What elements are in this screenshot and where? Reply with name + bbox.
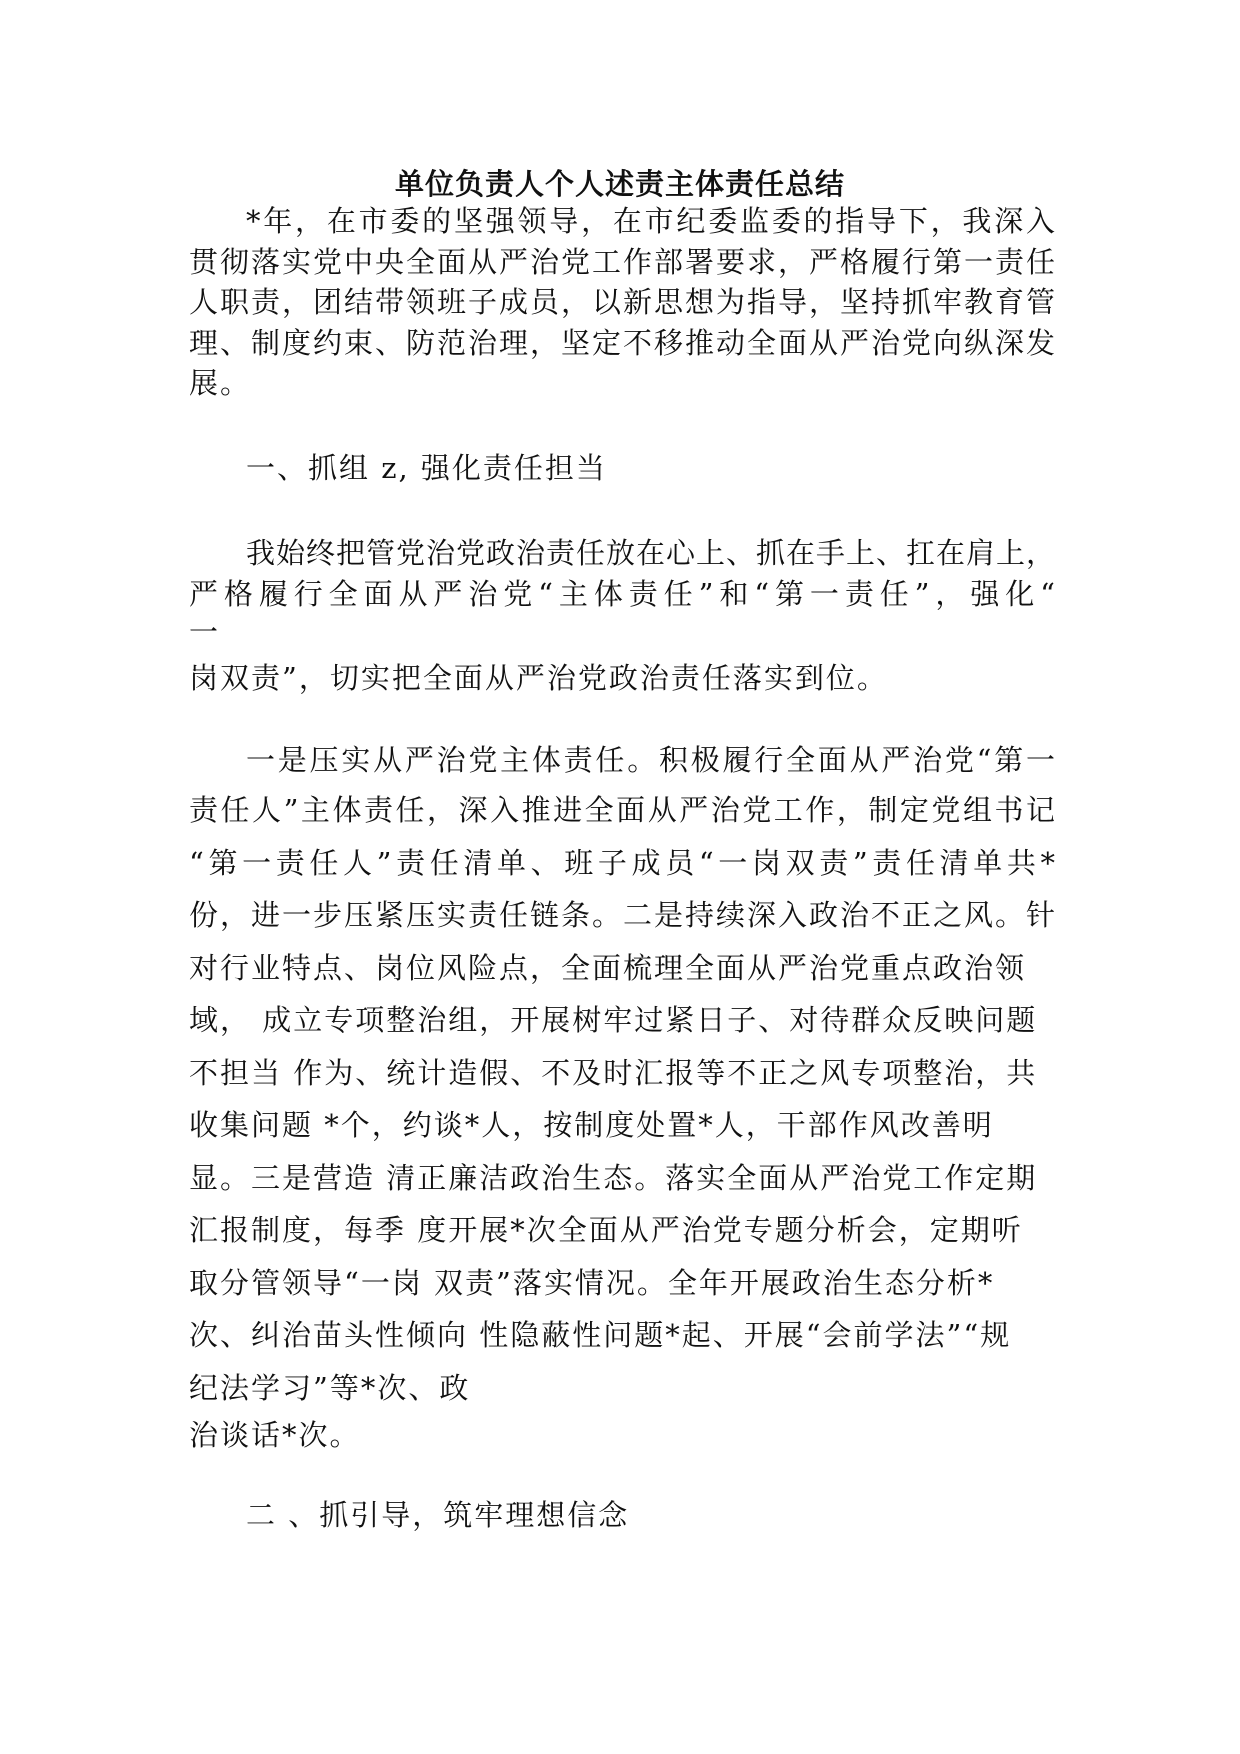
section-heading: 二 、抓引导，筑牢理想信念 [246,1498,630,1532]
paragraph-line: 岗双责”，切实把全面从严治党政治责任落实到位。 [189,661,888,695]
paragraph-line: 一是压实从严治党主体责任。积极履行全面从严治党“第一 [246,743,1055,777]
paragraph-line: 理、制度约束、防范治理，坚定不移推动全面从严治党向纵深发 [189,326,1055,360]
document-title: 单位负责人个人述责主体责任总结 [394,167,845,201]
paragraph-line: 次、纠治苗头性倾向 性隐蔽性问题*起、开展“会前学法”“规 [189,1318,1012,1352]
paragraph-line: 展。 [189,366,252,400]
paragraph-line: 纪法学习”等*次、政 [189,1371,471,1405]
paragraph-line: 取分管领导“一岗 双责”落实情况。全年开展政治生态分析* [189,1266,995,1300]
section-heading: 一、抓组 z, 强化责任担当 [246,451,607,485]
paragraph-line: 严格履行全面从严治党“主体责任”和“第一责任”，强化“ [189,577,1055,611]
paragraph-line: “第一责任人”责任清单、班子成员“一岗双责”责任清单共* [189,846,1055,880]
paragraph-line: 域， 成立专项整治组，开展树牢过紧日子、对待群众反映问题 [189,1003,1038,1037]
paragraph-line: *年，在市委的坚强领导，在市纪委监委的指导下，我深入 [246,204,1055,238]
paragraph-line: 我始终把管党治党政治责任放在心上、抓在手上、扛在肩上， [246,536,1055,570]
paragraph-line: 人职责，团结带领班子成员，以新思想为指导，坚持抓牢教育管 [189,285,1055,319]
paragraph-line: 对行业特点、岗位风险点，全面梳理全面从严治党重点政治领 [189,951,1027,985]
paragraph-line: 一 [189,615,221,649]
paragraph-line: 不担当 作为、统计造假、不及时汇报等不正之风专项整治，共 [189,1056,1038,1090]
paragraph-line: 责任人”主体责任，深入推进全面从严治党工作，制定党组书记 [189,793,1055,827]
paragraph-line: 收集问题 *个，约谈*人，按制度处置*人，干部作风改善明 [189,1108,994,1142]
paragraph-line: 显。三是营造 清正廉洁政治生态。落实全面从严治党工作定期 [189,1161,1038,1195]
paragraph-line: 汇报制度，每季 度开展*次全面从严治党专题分析会，定期听 [189,1213,1023,1247]
paragraph-line: 治谈话*次。 [189,1418,361,1452]
paragraph-line: 份，进一步压紧压实责任链条。二是持续深入政治不正之风。针 [189,898,1055,932]
paragraph-line: 贯彻落实党中央全面从严治党工作部署要求，严格履行第一责任 [189,245,1055,279]
